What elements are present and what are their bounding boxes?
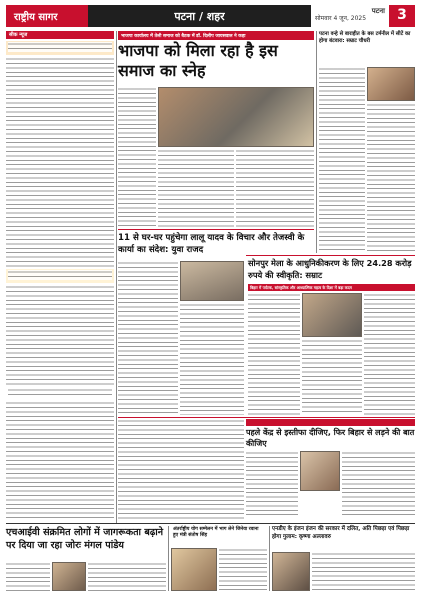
chirag-body-1 [246, 451, 298, 517]
aids-body-1 [6, 562, 50, 591]
newspaper-page [6, 5, 415, 591]
left-brief-1-headline [6, 41, 114, 55]
lower-left-story-body [118, 419, 244, 519]
nda-headline: एनडीए के इंजन इंजन की सरकार में दलित, अति पिछड़ा एवं पिछड़ा होगा गुलाम: कृष्णा अल्लावरु [272, 526, 410, 540]
left-story-1-body [6, 57, 114, 267]
sonpur-body-3 [364, 293, 415, 415]
lead-headline: भाजपा को मिला रहा है इस समाज का स्नेह [118, 41, 278, 80]
column-divider [269, 526, 270, 591]
sonpur-body-1 [248, 293, 300, 415]
left-story-3-body [6, 401, 114, 521]
sonpur-subhead: बिहार में पर्यटक, सांस्कृतिक और आध्यात्मिक महत्व के दिशा में बड़ा कदम [248, 284, 415, 291]
section-title: पटना / शहर [88, 5, 311, 27]
left-story-3-headline [6, 387, 114, 399]
rule [246, 255, 415, 256]
date-label: सोमवार 4 जून, 2025 [315, 15, 367, 23]
left-col-label: सीक न्यूज [6, 31, 114, 39]
chirag-photo [300, 451, 340, 491]
yoga-body [219, 548, 267, 591]
yoga-headline: अंतर्राष्ट्रीय योग सम्मेलन में भाग लेने जिनेवा रवाना हुए मंत्री संतोष सिंह [171, 526, 267, 546]
column-divider [116, 31, 117, 523]
chirag-body-2 [342, 451, 415, 517]
rule [118, 417, 415, 418]
sonpur-photo [302, 293, 362, 337]
right-top-body-1 [319, 67, 365, 253]
lead-body-col2 [158, 149, 234, 227]
lead-body-col1 [118, 87, 156, 227]
left-story-2-headline [6, 269, 114, 283]
lead-photo [158, 87, 314, 147]
aids-headline: एचआईवी संक्रमित लोगों में जागरूकता बढ़ाने पर दिया जा रहा जोरः मंगल पांडेय [6, 527, 164, 551]
masthead [6, 5, 415, 27]
column-divider [316, 31, 317, 253]
column-divider [168, 526, 169, 591]
mid-story-photo [180, 261, 244, 301]
aids-body-2 [88, 562, 166, 591]
mid-story-body-1 [118, 261, 178, 325]
sonpur-body-2 [302, 339, 362, 415]
lead-kicker: भाजपा कार्यालय में तेली समाज को बैठक में डॉ. दिलीप जायसवाल ने कहा [118, 31, 314, 40]
nda-body [312, 552, 415, 591]
mid-story-body-3 [118, 327, 178, 415]
left-story-2-body [6, 285, 114, 385]
right-top-headline: पटना वन्हे से बाराहीत के बस टर्मनील में सीटें का होगा बंटवारा: सम्राट चौधरी [319, 31, 411, 44]
city-label: पटना [371, 7, 385, 15]
masthead-right [311, 5, 389, 27]
mid-story-body-2 [180, 303, 244, 415]
right-top-body-2 [367, 103, 415, 253]
aids-photo [52, 562, 86, 591]
right-top-photo [367, 67, 415, 101]
sonpur-headline: सोनपुर मेला के आधुनिकीकरण के लिए 24.28 करोड़ रुपये की स्वीकृति: सम्राट [248, 258, 412, 280]
chirag-headline: पहले केंद्र से इस्तीफा दीजिए, फिर बिहार से लड़ने की बात कीजिए [246, 428, 415, 448]
rule [118, 229, 314, 230]
lead-body-col3 [236, 149, 314, 227]
mid-story-headline: 11 से घर-घर पहुंचेगा लालू यादव के विचार और तेजस्वी के कार्या का संदेश: युवा राजद [118, 233, 305, 255]
rule [6, 523, 415, 524]
brand-logo: राष्ट्रीय सागर [6, 5, 88, 27]
yoga-photo [171, 548, 217, 591]
chirag-kicker [246, 419, 415, 426]
page-number: 3 [389, 5, 415, 27]
left-brief-1-headline-lines [8, 42, 112, 52]
nda-photo [272, 552, 310, 591]
